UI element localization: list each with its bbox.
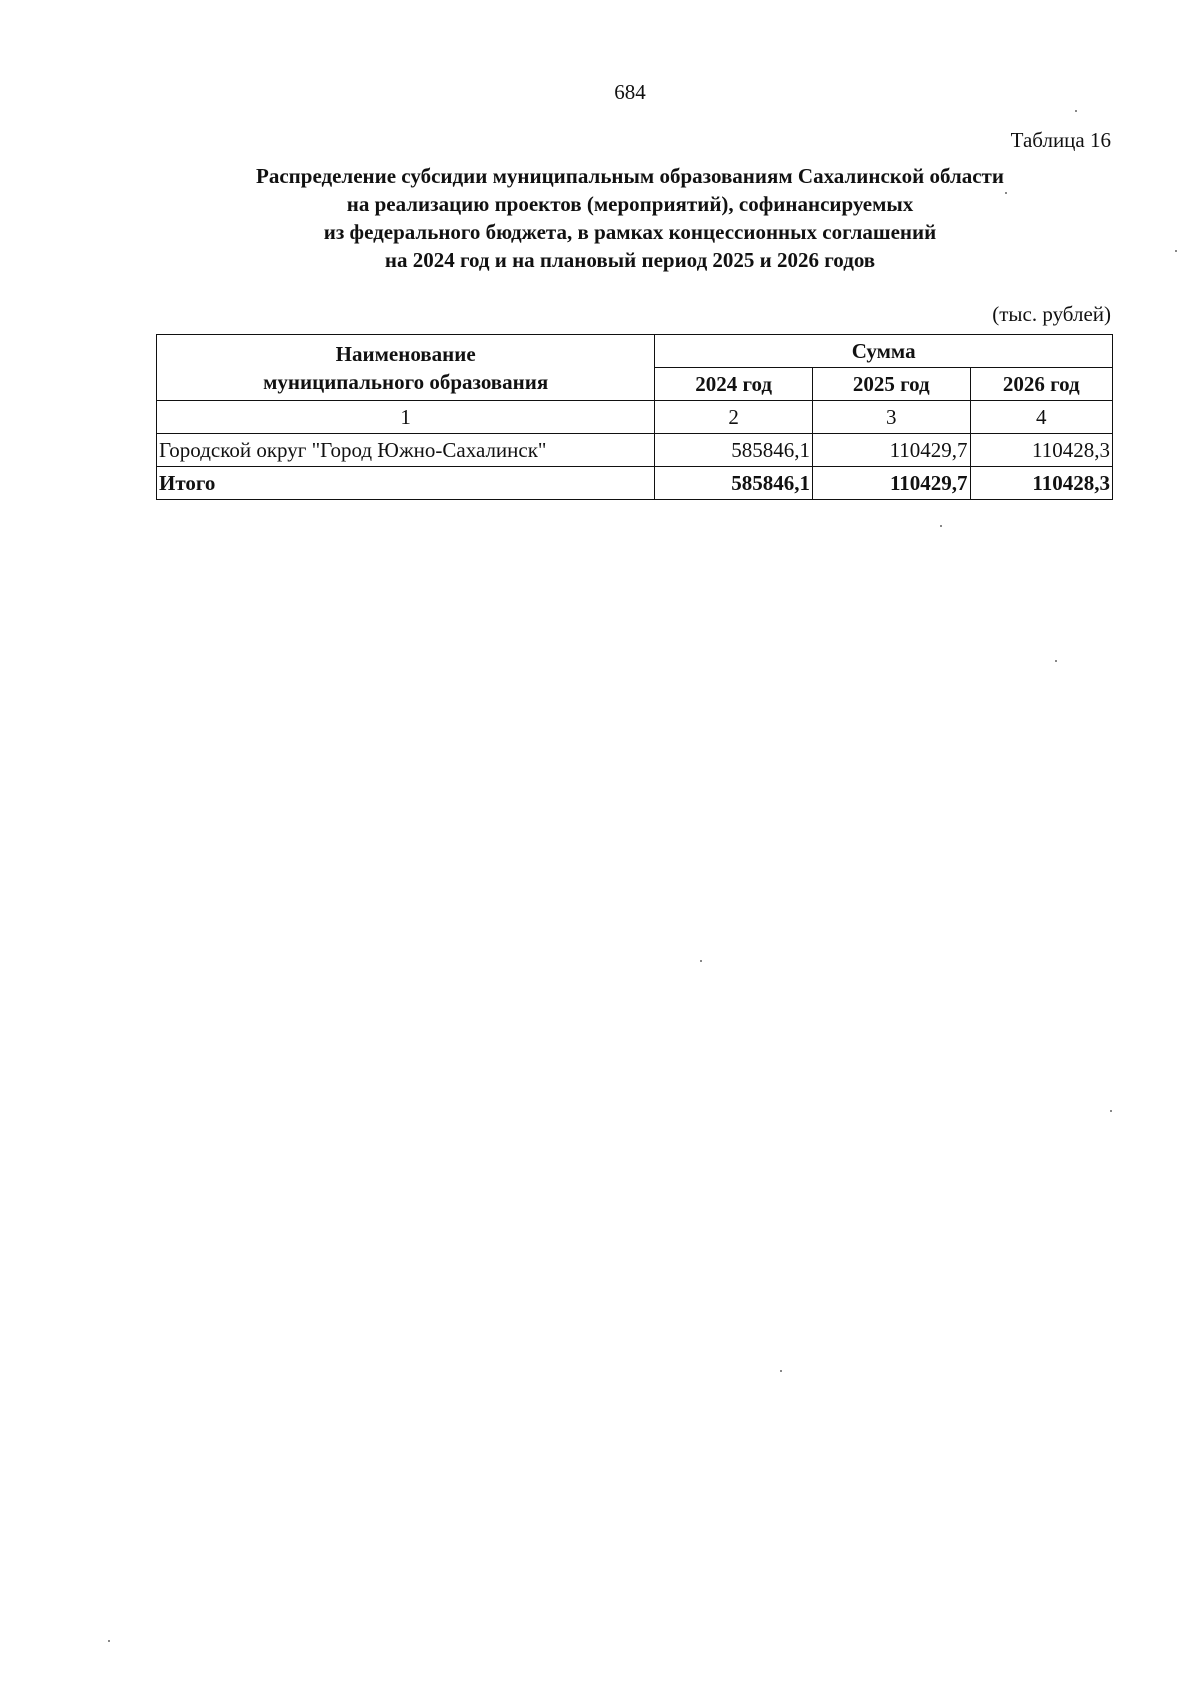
scan-speck — [1175, 250, 1177, 252]
value-2025: 110429,7 — [812, 434, 970, 467]
scan-speck — [700, 960, 702, 962]
header-sum: Сумма — [655, 335, 1113, 368]
scan-speck — [940, 525, 942, 527]
header-year-2026: 2026 год — [970, 368, 1112, 401]
header-municipality — [157, 335, 655, 401]
scan-speck — [1055, 660, 1057, 662]
value-2026: 110428,3 — [970, 434, 1112, 467]
scan-speck — [1110, 1110, 1112, 1112]
table-header-row-1 — [157, 335, 1113, 368]
header-year-2025: 2025 год — [812, 368, 970, 401]
table-row — [157, 434, 1113, 467]
total-2024: 585846,1 — [655, 467, 813, 500]
units-label: (тыс. рублей) — [992, 302, 1111, 326]
scan-speck — [108, 1640, 110, 1642]
table-label: Таблица 16 — [1010, 128, 1111, 152]
municipality-name: Городской округ "Город Южно-Сахалинск" — [157, 434, 655, 467]
title-line-2: на реализацию проектов (мероприятий), софинансируемых — [346, 192, 914, 216]
column-number-2: 2 — [655, 401, 813, 434]
scan-speck — [780, 1370, 782, 1372]
title-line-1: Распределение субсидии муниципальным образованиям Сахалинской области — [256, 164, 1004, 188]
document-title — [0, 162, 1200, 274]
header-municipality-line-1: Наименование — [335, 341, 476, 366]
column-number-row — [157, 401, 1113, 434]
column-number-4: 4 — [970, 401, 1112, 434]
scan-speck — [1075, 110, 1077, 112]
total-row — [157, 467, 1113, 500]
title-line-4: на 2024 год и на плановый период 2025 и 2026 годов — [384, 248, 876, 272]
total-2025: 110429,7 — [812, 467, 970, 500]
header-municipality-line-2: муниципального образования — [263, 369, 549, 394]
title-line-3: из федерального бюджета, в рамках концессионных соглашений — [323, 220, 937, 244]
scan-speck — [1005, 192, 1007, 194]
value-2024: 585846,1 — [655, 434, 813, 467]
page-number: 684 — [614, 80, 646, 104]
column-number-3: 3 — [812, 401, 970, 434]
total-label: Итого — [157, 467, 655, 500]
subsidy-table — [156, 334, 1113, 500]
column-number-1: 1 — [157, 401, 655, 434]
total-2026: 110428,3 — [970, 467, 1112, 500]
header-year-2024: 2024 год — [655, 368, 813, 401]
